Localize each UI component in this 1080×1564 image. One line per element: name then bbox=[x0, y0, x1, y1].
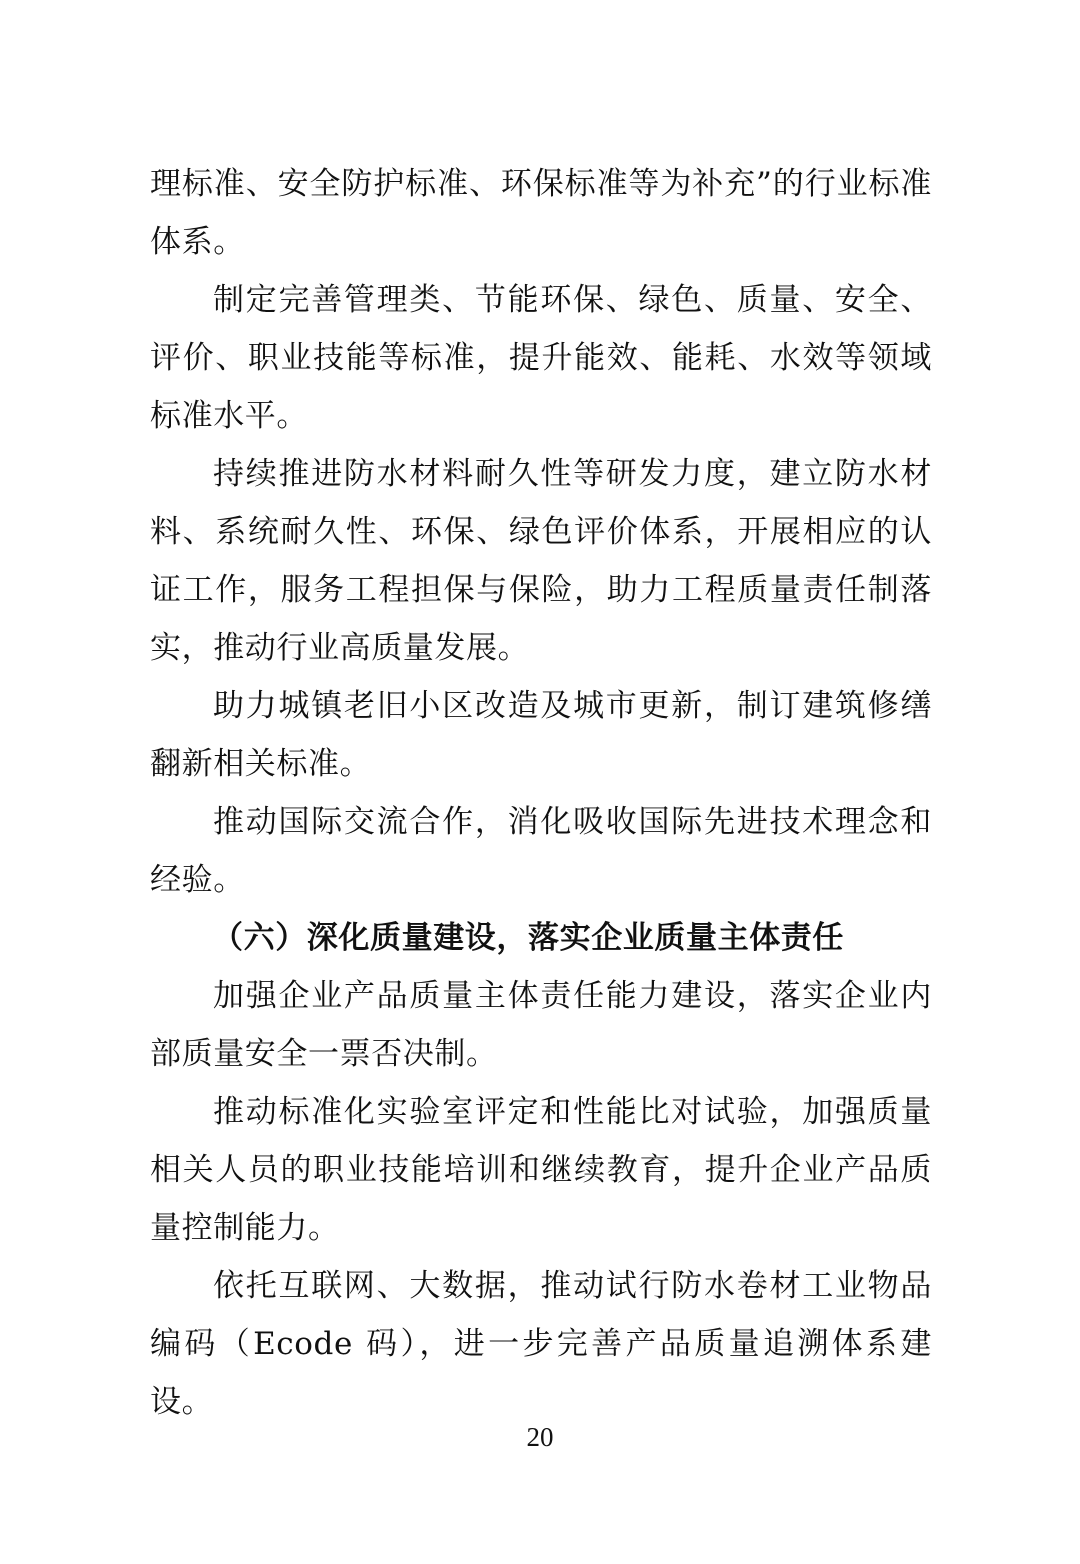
paragraph-ecode-traceability: 依托互联网、大数据，推动试行防水卷材工业物品编码（Ecode 码），进一步完善产品质量追溯体系建设。 bbox=[150, 1268, 932, 1420]
section-heading: （六）深化质量建设，落实企业质量主体责任 bbox=[212, 920, 844, 956]
paragraph-durability-research: 持续推进防水材料耐久性等研发力度，建立防水材料、系统耐久性、环保、绿色评价体系，开展相应的认证工作，服务工程担保与保险，助力工程质量责任制落实，推动行业高质量发展。 bbox=[150, 456, 932, 666]
paragraph-urban-renewal: 助力城镇老旧小区改造及城市更新，制订建筑修缮翻新相关标准。 bbox=[150, 688, 932, 782]
paragraph-standards-continuation: 理标准、安全防护标准、环保标准等为补充”的行业标准体系。 bbox=[150, 166, 932, 260]
paragraph-quality-responsibility: 加强企业产品质量主体责任能力建设，落实企业内部质量安全一票否决制。 bbox=[150, 978, 932, 1072]
paragraph-international-cooperation: 推动国际交流合作，消化吸收国际先进技术理念和经验。 bbox=[150, 804, 932, 898]
paragraph-management-standards: 制定完善管理类、节能环保、绿色、质量、安全、评价、职业技能等标准，提升能效、能耗、水效等领域标准水平。 bbox=[150, 282, 932, 434]
page-number: 20 bbox=[526, 1422, 554, 1452]
body-text bbox=[150, 155, 932, 1431]
paragraph-laboratory-assessment: 推动标准化实验室评定和性能比对试验，加强质量相关人员的职业技能培训和继续教育，提升企业产品质量控制能力。 bbox=[150, 1094, 932, 1246]
